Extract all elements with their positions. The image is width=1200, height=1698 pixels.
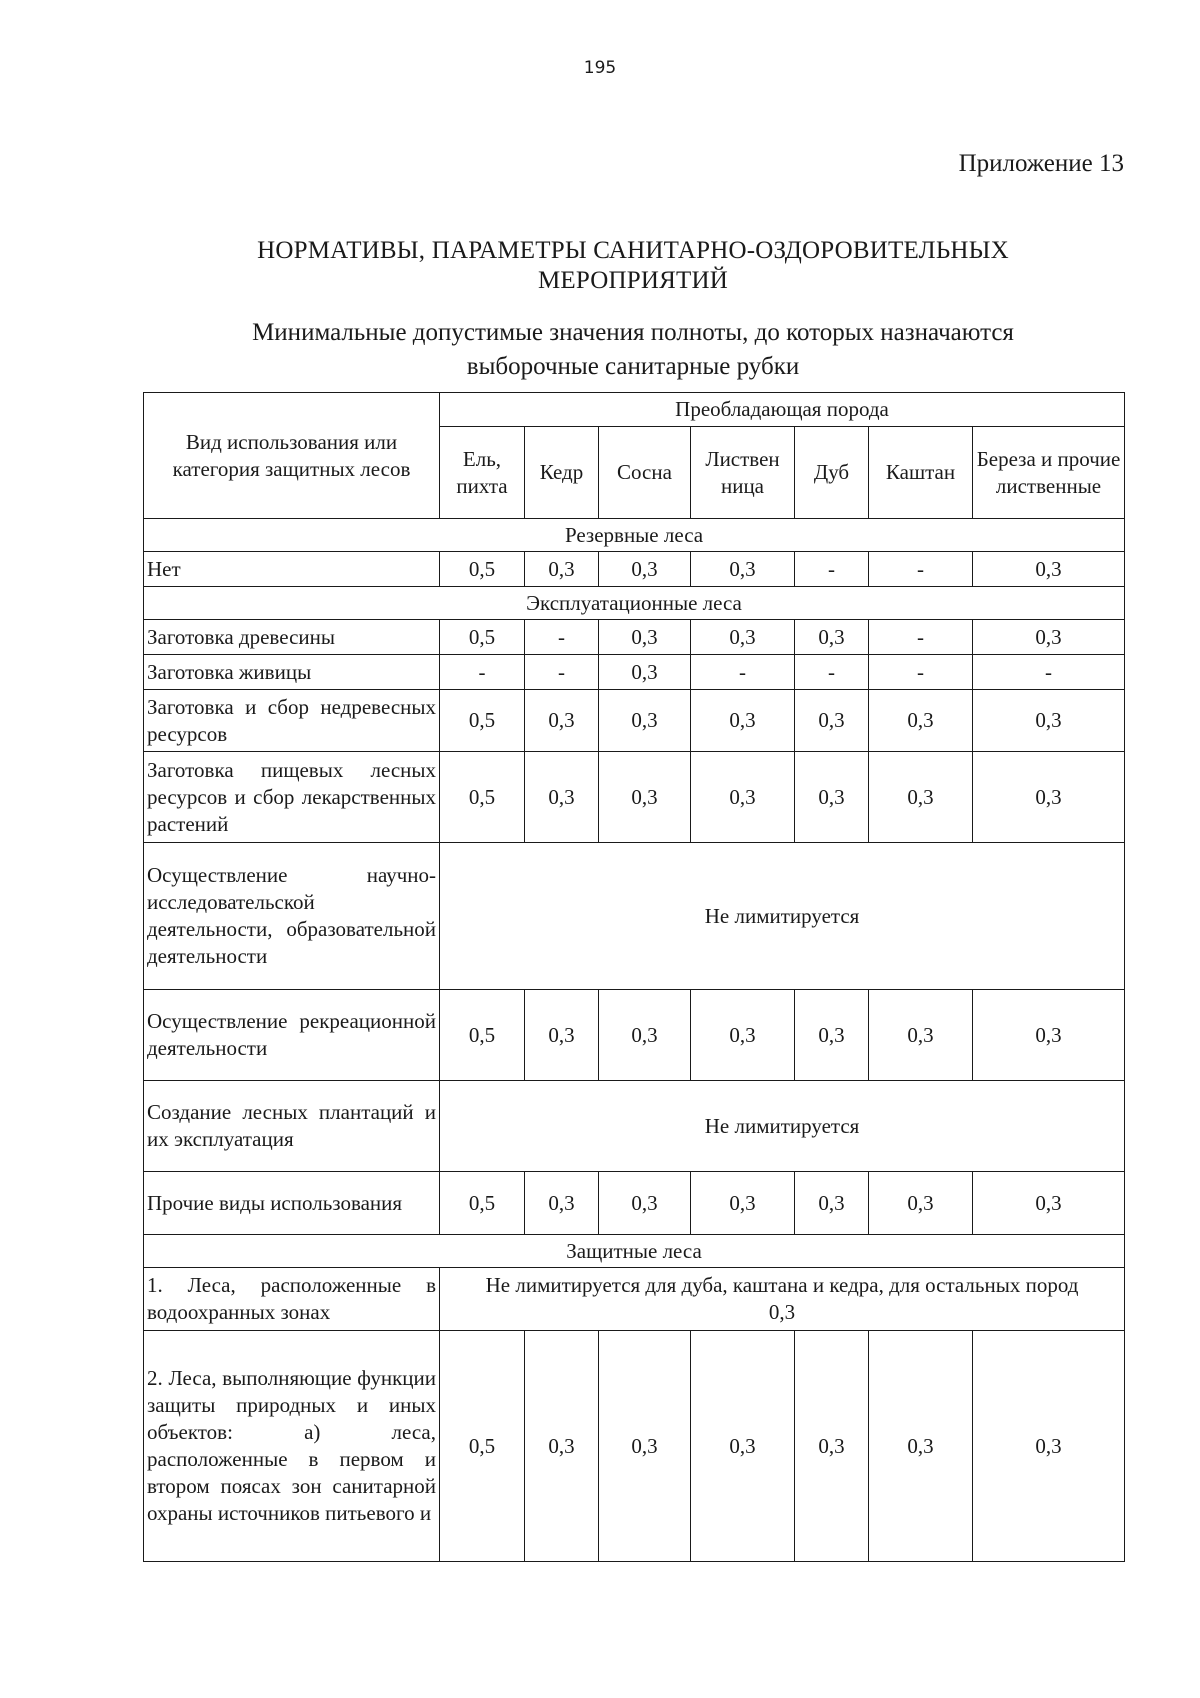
table-row xyxy=(144,655,1125,690)
value-cell: - xyxy=(973,655,1125,690)
row-label: Создание лесных плантаций и их эксплуатация xyxy=(144,1081,440,1172)
value-cell: 0,5 xyxy=(440,990,525,1081)
value-cell: 0,3 xyxy=(525,690,599,752)
value-cell: 0,5 xyxy=(440,620,525,655)
header-species: Береза и прочие лиственные xyxy=(973,427,1125,519)
value-cell: 0,3 xyxy=(599,620,691,655)
merged-cell: Не лимитируется xyxy=(440,1081,1125,1172)
section-reserve: Резервные леса xyxy=(144,519,1125,552)
header-group: Преобладающая порода xyxy=(440,393,1125,427)
document-title xyxy=(178,236,1088,296)
row-label: Заготовка пищевых лесных ресурсов и сбор лекарственных растений xyxy=(144,752,440,843)
section-exploitation: Эксплуатационные леса xyxy=(144,587,1125,620)
value-cell: 0,3 xyxy=(599,1331,691,1562)
table-row xyxy=(144,1081,1125,1172)
value-cell: 0,3 xyxy=(973,552,1125,587)
value-cell: - xyxy=(440,655,525,690)
row-label: Прочие виды использования xyxy=(144,1172,440,1235)
value-cell: 0,3 xyxy=(599,990,691,1081)
table-row xyxy=(144,552,1125,587)
value-cell: 0,5 xyxy=(440,1331,525,1562)
value-cell: 0,3 xyxy=(691,620,795,655)
header-species: Сосна xyxy=(599,427,691,519)
row-label: 2. Леса, выполняющие функции защиты природных и иных объектов: а) леса, расположенные в первом и втором поясах зон санитарной охраны источников питьевого и xyxy=(144,1331,440,1562)
value-cell: 0,5 xyxy=(440,690,525,752)
value-cell: 0,3 xyxy=(973,752,1125,843)
value-cell: - xyxy=(795,655,869,690)
value-cell: 0,3 xyxy=(691,990,795,1081)
value-cell: 0,3 xyxy=(795,1172,869,1235)
table-row xyxy=(144,990,1125,1081)
table-row xyxy=(144,620,1125,655)
value-cell: 0,5 xyxy=(440,552,525,587)
value-cell: - xyxy=(869,552,973,587)
table-row xyxy=(144,752,1125,843)
value-cell: 0,3 xyxy=(869,690,973,752)
value-cell: - xyxy=(525,655,599,690)
value-cell: 0,3 xyxy=(525,752,599,843)
table-row xyxy=(144,1172,1125,1235)
value-cell: - xyxy=(691,655,795,690)
value-cell: 0,3 xyxy=(525,1331,599,1562)
value-cell: - xyxy=(869,620,973,655)
value-cell: 0,3 xyxy=(599,690,691,752)
table-row xyxy=(144,1331,1125,1562)
header-species: Ель, пихта xyxy=(440,427,525,519)
title-line-2: МЕРОПРИЯТИЙ xyxy=(537,267,729,294)
value-cell: - xyxy=(795,552,869,587)
value-cell: 0,3 xyxy=(973,1172,1125,1235)
value-cell: 0,3 xyxy=(525,1172,599,1235)
value-cell: 0,3 xyxy=(691,752,795,843)
section-protective: Защитные леса xyxy=(144,1235,1125,1268)
header-species: Каштан xyxy=(869,427,973,519)
value-cell: 0,3 xyxy=(973,620,1125,655)
header-category: Вид использования или категория защитных лесов xyxy=(144,393,440,519)
value-cell: - xyxy=(525,620,599,655)
value-cell: 0,3 xyxy=(795,990,869,1081)
row-label: Осуществление рекреационной деятельности xyxy=(144,990,440,1081)
value-cell: 0,3 xyxy=(691,1331,795,1562)
value-cell: 0,3 xyxy=(869,990,973,1081)
value-cell: 0,3 xyxy=(599,752,691,843)
section-row xyxy=(144,1235,1125,1268)
value-cell: 0,3 xyxy=(691,690,795,752)
caption-line-2: выборочные санитарные рубки xyxy=(466,353,800,380)
value-cell: 0,3 xyxy=(525,990,599,1081)
appendix-label: Приложение 13 xyxy=(958,150,1124,177)
value-cell: 0,3 xyxy=(691,552,795,587)
caption-line-1: Минимальные допустимые значения полноты, до которых назначаются xyxy=(252,319,1014,346)
value-cell: 0,3 xyxy=(795,752,869,843)
section-row xyxy=(144,587,1125,620)
value-cell: 0,3 xyxy=(869,1172,973,1235)
value-cell: 0,3 xyxy=(599,1172,691,1235)
value-cell: 0,3 xyxy=(525,552,599,587)
row-label: Заготовка древесины xyxy=(144,620,440,655)
merged-cell: Не лимитируется xyxy=(440,843,1125,990)
value-cell: 0,3 xyxy=(973,1331,1125,1562)
table-row xyxy=(144,843,1125,990)
row-label: Заготовка живицы xyxy=(144,655,440,690)
value-cell: 0,3 xyxy=(973,690,1125,752)
row-label: Осуществление научно-исследовательской деятельности, образовательной деятельности xyxy=(144,843,440,990)
header-row-1 xyxy=(144,393,1125,427)
table-caption xyxy=(178,316,1088,384)
table-row xyxy=(144,1268,1125,1331)
table-row xyxy=(144,690,1125,752)
value-cell: 0,5 xyxy=(440,752,525,843)
value-cell: 0,3 xyxy=(869,752,973,843)
row-label: 1. Леса, расположенные в водоохранных зонах xyxy=(144,1268,440,1331)
page-number: 195 xyxy=(583,58,617,78)
title-line-1: НОРМАТИВЫ, ПАРАМЕТРЫ САНИТАРНО-ОЗДОРОВИТЕЛЬНЫХ xyxy=(257,237,1009,264)
value-cell: - xyxy=(869,655,973,690)
norms-table xyxy=(143,392,1125,1562)
value-cell: 0,3 xyxy=(795,620,869,655)
header-species: Листвен ница xyxy=(691,427,795,519)
header-species: Кедр xyxy=(525,427,599,519)
merged-cell: Не лимитируется для дуба, каштана и кедра, для остальных пород 0,3 xyxy=(440,1268,1125,1331)
row-label: Нет xyxy=(144,552,440,587)
row-label: Заготовка и сбор недревесных ресурсов xyxy=(144,690,440,752)
value-cell: 0,5 xyxy=(440,1172,525,1235)
value-cell: 0,3 xyxy=(599,552,691,587)
value-cell: 0,3 xyxy=(795,1331,869,1562)
value-cell: 0,3 xyxy=(599,655,691,690)
value-cell: 0,3 xyxy=(869,1331,973,1562)
value-cell: 0,3 xyxy=(795,690,869,752)
header-species: Дуб xyxy=(795,427,869,519)
value-cell: 0,3 xyxy=(691,1172,795,1235)
value-cell: 0,3 xyxy=(973,990,1125,1081)
section-row xyxy=(144,519,1125,552)
